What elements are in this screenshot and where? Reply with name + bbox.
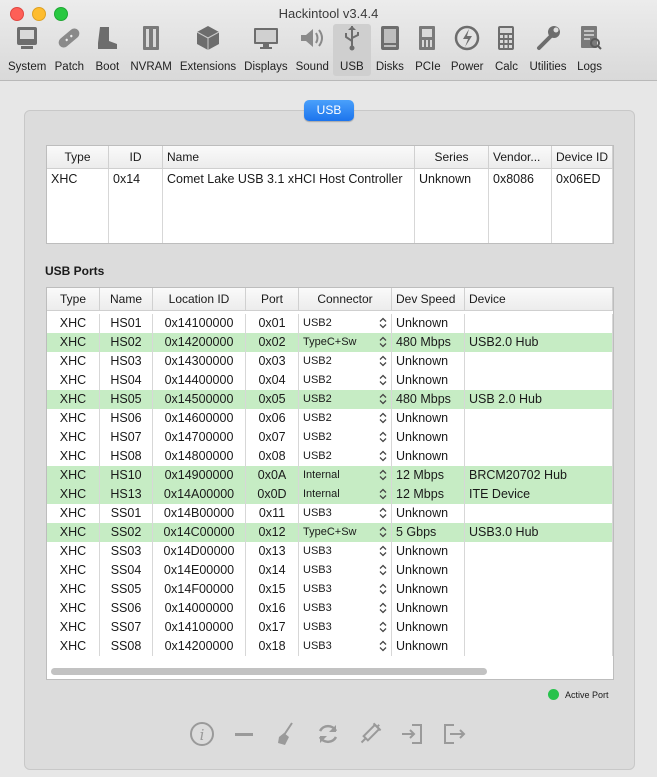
- toolbar-item-boot[interactable]: [88, 24, 126, 76]
- port-cell-type: XHC: [47, 466, 100, 485]
- controller-row[interactable]: [47, 169, 613, 243]
- chevron-updown-icon: [379, 526, 387, 540]
- connector-value: USB3: [303, 507, 332, 519]
- port-cell-device: [465, 618, 613, 637]
- toolbar-item-disks[interactable]: [371, 24, 409, 76]
- port-row[interactable]: [47, 447, 613, 466]
- port-cell-device: [465, 637, 613, 656]
- connector-select[interactable]: [299, 447, 392, 466]
- port-cell-device: [465, 599, 613, 618]
- toolbar-item-label: Logs: [577, 61, 603, 73]
- port-cell-location: 0x14E00000: [153, 561, 246, 580]
- toolbar-item-label: Patch: [54, 61, 85, 73]
- system-icon: [12, 23, 42, 61]
- port-row[interactable]: [47, 637, 613, 656]
- port-cell-type: XHC: [47, 428, 100, 447]
- port-cell-name: HS07: [100, 428, 153, 447]
- port-cell-type: XHC: [47, 637, 100, 656]
- toolbar-item-label: Extensions: [179, 61, 237, 73]
- port-cell-type: XHC: [47, 542, 100, 561]
- port-cell-name: HS10: [100, 466, 153, 485]
- title-bar: [0, 0, 657, 81]
- controller-cell-vendor: 0x8086: [489, 169, 552, 243]
- port-cell-location: 0x14200000: [153, 333, 246, 352]
- port-cell-location: 0x14100000: [153, 618, 246, 637]
- toolbar-item-label: System: [8, 61, 47, 73]
- port-cell-device: [465, 428, 613, 447]
- port-cell-port: 0x08: [246, 447, 299, 466]
- controller-cell-name: Comet Lake USB 3.1 xHCI Host Controller: [163, 169, 415, 243]
- injector-button[interactable]: [354, 718, 386, 750]
- port-cell-device: [465, 352, 613, 371]
- usb-ports-heading: USB Ports: [45, 264, 105, 278]
- port-cell-location: 0x14500000: [153, 390, 246, 409]
- port-cell-device: USB3.0 Hub: [465, 523, 613, 542]
- port-cell-location: 0x14900000: [153, 466, 246, 485]
- port-cell-type: XHC: [47, 352, 100, 371]
- port-cell-speed: 12 Mbps: [392, 485, 465, 504]
- column-header[interactable]: Vendor...: [489, 146, 552, 168]
- port-cell-name: SS03: [100, 542, 153, 561]
- remove-button[interactable]: [228, 718, 260, 750]
- port-cell-location: 0x14C00000: [153, 523, 246, 542]
- connector-value: USB2: [303, 374, 332, 386]
- column-header[interactable]: Location ID: [153, 288, 246, 310]
- port-cell-port: 0x12: [246, 523, 299, 542]
- port-cell-speed: 480 Mbps: [392, 390, 465, 409]
- port-cell-location: 0x14000000: [153, 599, 246, 618]
- disks-icon: [375, 23, 405, 61]
- port-cell-speed: Unknown: [392, 580, 465, 599]
- port-row[interactable]: [47, 371, 613, 390]
- port-cell-speed: Unknown: [392, 314, 465, 333]
- port-row[interactable]: [47, 352, 613, 371]
- port-cell-speed: Unknown: [392, 504, 465, 523]
- chevron-updown-icon: [379, 621, 387, 635]
- port-row[interactable]: [47, 466, 613, 485]
- connector-value: USB3: [303, 564, 332, 576]
- toolbar-item-label: USB: [340, 61, 364, 73]
- port-cell-type: XHC: [47, 371, 100, 390]
- toolbar-item-pcie[interactable]: [409, 24, 447, 76]
- chevron-updown-icon: [379, 374, 387, 388]
- connector-select[interactable]: [299, 333, 392, 352]
- port-cell-port: 0x05: [246, 390, 299, 409]
- port-row[interactable]: [47, 618, 613, 637]
- column-header[interactable]: Type: [47, 288, 100, 310]
- toolbar-item-label: Calc: [494, 61, 518, 73]
- port-cell-device: [465, 504, 613, 523]
- port-cell-speed: Unknown: [392, 599, 465, 618]
- toolbar-item-sound[interactable]: [292, 24, 333, 76]
- controller-cell-type: XHC: [47, 169, 109, 243]
- toolbar: [4, 24, 609, 78]
- chevron-updown-icon: [379, 602, 387, 616]
- port-cell-location: 0x14600000: [153, 409, 246, 428]
- port-cell-type: XHC: [47, 314, 100, 333]
- port-cell-name: SS02: [100, 523, 153, 542]
- port-cell-location: 0x14A00000: [153, 485, 246, 504]
- port-cell-type: XHC: [47, 504, 100, 523]
- port-row[interactable]: [47, 390, 613, 409]
- port-cell-device: USB2.0 Hub: [465, 333, 613, 352]
- patch-icon: [54, 23, 84, 61]
- port-row[interactable]: [47, 428, 613, 447]
- active-port-label: Active Port: [565, 689, 609, 700]
- toolbar-item-calc[interactable]: [487, 24, 525, 76]
- port-cell-port: 0x11: [246, 504, 299, 523]
- port-cell-port: 0x03: [246, 352, 299, 371]
- port-cell-location: 0x14F00000: [153, 580, 246, 599]
- port-cell-speed: Unknown: [392, 428, 465, 447]
- connector-value: USB2: [303, 317, 332, 329]
- port-cell-speed: Unknown: [392, 447, 465, 466]
- port-row[interactable]: [47, 504, 613, 523]
- broom-button[interactable]: [270, 718, 302, 750]
- chevron-updown-icon: [379, 317, 387, 331]
- connector-value: USB2: [303, 355, 332, 367]
- chevron-updown-icon: [379, 431, 387, 445]
- column-header[interactable]: ID: [109, 146, 163, 168]
- connector-select[interactable]: [299, 466, 392, 485]
- port-cell-name: HS03: [100, 352, 153, 371]
- port-row[interactable]: [47, 580, 613, 599]
- connector-value: USB3: [303, 545, 332, 557]
- logs-icon: [575, 23, 605, 61]
- window-title: Hackintool v3.4.4: [278, 6, 379, 21]
- port-cell-location: 0x14400000: [153, 371, 246, 390]
- chevron-updown-icon: [379, 583, 387, 597]
- toolbar-item-label: Disks: [375, 61, 404, 73]
- port-cell-device: USB 2.0 Hub: [465, 390, 613, 409]
- toolbar-item-displays[interactable]: [240, 24, 291, 76]
- utilities-icon: [533, 23, 563, 61]
- ports-body: [47, 311, 613, 656]
- port-cell-device: [465, 371, 613, 390]
- export-button[interactable]: [438, 718, 470, 750]
- nvram-icon: [136, 23, 166, 61]
- refresh-icon: [312, 718, 344, 750]
- port-cell-device: [465, 447, 613, 466]
- port-cell-speed: 12 Mbps: [392, 466, 465, 485]
- connector-select[interactable]: [299, 428, 392, 447]
- toolbar-item-label: Utilities: [529, 61, 567, 73]
- connector-select[interactable]: [299, 504, 392, 523]
- chevron-updown-icon: [379, 450, 387, 464]
- connector-select[interactable]: [299, 485, 392, 504]
- connector-value: USB2: [303, 431, 332, 443]
- port-cell-speed: 480 Mbps: [392, 333, 465, 352]
- controller-cell-id: 0x14: [109, 169, 163, 243]
- power-icon: [452, 23, 482, 61]
- port-cell-speed: 5 Gbps: [392, 523, 465, 542]
- column-header[interactable]: Name: [100, 288, 153, 310]
- port-cell-type: XHC: [47, 409, 100, 428]
- port-row[interactable]: [47, 561, 613, 580]
- connector-select[interactable]: [299, 352, 392, 371]
- port-cell-name: HS01: [100, 314, 153, 333]
- port-cell-port: 0x01: [246, 314, 299, 333]
- port-cell-name: SS01: [100, 504, 153, 523]
- active-port-dot: [548, 689, 559, 700]
- usb-icon: [337, 23, 367, 61]
- chevron-updown-icon: [379, 488, 387, 502]
- column-header[interactable]: Name: [163, 146, 415, 168]
- toolbar-item-label: NVRAM: [130, 61, 172, 73]
- connector-value: Internal: [303, 488, 340, 500]
- connector-value: USB3: [303, 583, 332, 595]
- injector-icon: [354, 718, 386, 750]
- port-row[interactable]: [47, 542, 613, 561]
- displays-icon: [251, 23, 281, 61]
- connector-select[interactable]: [299, 523, 392, 542]
- connector-select[interactable]: [299, 409, 392, 428]
- port-cell-name: SS08: [100, 637, 153, 656]
- port-cell-location: 0x14200000: [153, 637, 246, 656]
- toolbar-item-label: Power: [450, 61, 484, 73]
- chevron-updown-icon: [379, 393, 387, 407]
- port-cell-name: HS06: [100, 409, 153, 428]
- port-cell-location: 0x14100000: [153, 314, 246, 333]
- toolbar-item-label: Displays: [244, 61, 288, 73]
- connector-select[interactable]: [299, 637, 392, 656]
- connector-value: TypeC+Sw: [303, 336, 357, 348]
- port-cell-speed: Unknown: [392, 542, 465, 561]
- port-cell-name: SS05: [100, 580, 153, 599]
- connector-select[interactable]: [299, 618, 392, 637]
- port-cell-type: XHC: [47, 599, 100, 618]
- port-cell-location: 0x14800000: [153, 447, 246, 466]
- toolbar-item-logs[interactable]: [571, 24, 609, 76]
- connector-value: USB3: [303, 640, 332, 652]
- port-cell-port: 0x04: [246, 371, 299, 390]
- port-cell-type: XHC: [47, 618, 100, 637]
- extensions-icon: [193, 23, 223, 61]
- port-cell-location: 0x14D00000: [153, 542, 246, 561]
- connector-value: USB2: [303, 412, 332, 424]
- port-cell-device: [465, 580, 613, 599]
- controller-cell-device_id: 0x06ED: [552, 169, 613, 243]
- port-cell-location: 0x14300000: [153, 352, 246, 371]
- port-row[interactable]: [47, 523, 613, 542]
- port-cell-type: XHC: [47, 333, 100, 352]
- column-header[interactable]: Connector: [299, 288, 392, 310]
- connector-select[interactable]: [299, 314, 392, 333]
- pcie-icon: [413, 23, 443, 61]
- port-cell-device: [465, 314, 613, 333]
- column-header[interactable]: Device: [465, 288, 613, 310]
- column-header[interactable]: Type: [47, 146, 109, 168]
- svg-text:i: i: [199, 726, 205, 744]
- toolbar-item-usb[interactable]: [333, 24, 371, 76]
- port-cell-type: XHC: [47, 485, 100, 504]
- sound-icon: [297, 23, 327, 61]
- port-cell-type: XHC: [47, 390, 100, 409]
- chevron-updown-icon: [379, 355, 387, 369]
- port-cell-type: XHC: [47, 523, 100, 542]
- port-cell-speed: Unknown: [392, 618, 465, 637]
- port-cell-device: ITE Device: [465, 485, 613, 504]
- connector-select[interactable]: [299, 599, 392, 618]
- toolbar-item-label: Sound: [295, 61, 329, 73]
- port-cell-speed: Unknown: [392, 409, 465, 428]
- connector-value: USB2: [303, 393, 332, 405]
- controller-cell-series: Unknown: [415, 169, 489, 243]
- port-cell-name: SS04: [100, 561, 153, 580]
- port-row[interactable]: [47, 314, 613, 333]
- connector-value: USB2: [303, 450, 332, 462]
- port-cell-port: 0x18: [246, 637, 299, 656]
- import-icon: [396, 718, 428, 750]
- tab-usb[interactable]: USB: [304, 100, 354, 121]
- column-header[interactable]: Port: [246, 288, 299, 310]
- port-cell-device: [465, 561, 613, 580]
- connector-value: USB3: [303, 602, 332, 614]
- toolbar-item-power[interactable]: [447, 24, 488, 76]
- port-row[interactable]: [47, 485, 613, 504]
- controllers-header: [47, 146, 613, 169]
- connector-select[interactable]: [299, 561, 392, 580]
- remove-icon: [228, 718, 260, 750]
- chevron-updown-icon: [379, 640, 387, 654]
- import-button[interactable]: [396, 718, 428, 750]
- port-cell-speed: Unknown: [392, 637, 465, 656]
- port-cell-name: SS06: [100, 599, 153, 618]
- connector-select[interactable]: [299, 542, 392, 561]
- connector-select[interactable]: [299, 390, 392, 409]
- port-row[interactable]: [47, 333, 613, 352]
- port-cell-port: 0x0D: [246, 485, 299, 504]
- active-port-legend: [548, 689, 609, 700]
- boot-icon: [92, 23, 122, 61]
- port-cell-speed: Unknown: [392, 352, 465, 371]
- toolbar-item-patch[interactable]: [50, 24, 88, 76]
- action-bar: [186, 718, 470, 750]
- port-cell-port: 0x16: [246, 599, 299, 618]
- ports-header: [47, 288, 613, 311]
- refresh-button[interactable]: [312, 718, 344, 750]
- connector-value: Internal: [303, 469, 340, 481]
- chevron-updown-icon: [379, 507, 387, 521]
- port-cell-port: 0x14: [246, 561, 299, 580]
- toolbar-item-nvram[interactable]: [126, 24, 176, 76]
- port-cell-name: SS07: [100, 618, 153, 637]
- port-cell-name: HS13: [100, 485, 153, 504]
- port-cell-speed: Unknown: [392, 371, 465, 390]
- column-header[interactable]: Dev Speed: [392, 288, 465, 310]
- toolbar-item-label: Boot: [95, 61, 120, 73]
- column-header[interactable]: Device ID: [552, 146, 613, 168]
- chevron-updown-icon: [379, 545, 387, 559]
- port-cell-device: [465, 409, 613, 428]
- port-cell-name: HS05: [100, 390, 153, 409]
- port-cell-speed: Unknown: [392, 561, 465, 580]
- port-cell-name: HS08: [100, 447, 153, 466]
- port-cell-port: 0x06: [246, 409, 299, 428]
- chevron-updown-icon: [379, 564, 387, 578]
- connector-value: TypeC+Sw: [303, 526, 357, 538]
- info-button[interactable]: [186, 718, 218, 750]
- usb-ports-table: [46, 287, 614, 680]
- port-cell-type: XHC: [47, 561, 100, 580]
- chevron-updown-icon: [379, 412, 387, 426]
- port-cell-port: 0x07: [246, 428, 299, 447]
- port-cell-device: [465, 542, 613, 561]
- calc-icon: [491, 23, 521, 61]
- horizontal-scrollbar[interactable]: [51, 668, 487, 675]
- port-row[interactable]: [47, 409, 613, 428]
- toolbar-item-label: PCIe: [415, 61, 441, 73]
- port-cell-name: HS02: [100, 333, 153, 352]
- toolbar-item-system[interactable]: [4, 24, 50, 76]
- port-cell-type: XHC: [47, 580, 100, 599]
- info-icon: [186, 718, 218, 750]
- port-cell-location: 0x14B00000: [153, 504, 246, 523]
- connector-select[interactable]: [299, 371, 392, 390]
- chevron-updown-icon: [379, 336, 387, 350]
- port-cell-port: 0x15: [246, 580, 299, 599]
- port-cell-device: BRCM20702 Hub: [465, 466, 613, 485]
- port-cell-port: 0x17: [246, 618, 299, 637]
- broom-icon: [270, 718, 302, 750]
- port-row[interactable]: [47, 599, 613, 618]
- chevron-updown-icon: [379, 469, 387, 483]
- controllers-table: [46, 145, 614, 244]
- port-cell-location: 0x14700000: [153, 428, 246, 447]
- port-cell-port: 0x02: [246, 333, 299, 352]
- toolbar-item-utilities[interactable]: [525, 24, 570, 76]
- column-header[interactable]: Series: [415, 146, 489, 168]
- export-icon: [438, 718, 470, 750]
- toolbar-item-extensions[interactable]: [176, 24, 240, 76]
- connector-select[interactable]: [299, 580, 392, 599]
- connector-value: USB3: [303, 621, 332, 633]
- port-cell-port: 0x13: [246, 542, 299, 561]
- port-cell-type: XHC: [47, 447, 100, 466]
- port-cell-name: HS04: [100, 371, 153, 390]
- port-cell-port: 0x0A: [246, 466, 299, 485]
